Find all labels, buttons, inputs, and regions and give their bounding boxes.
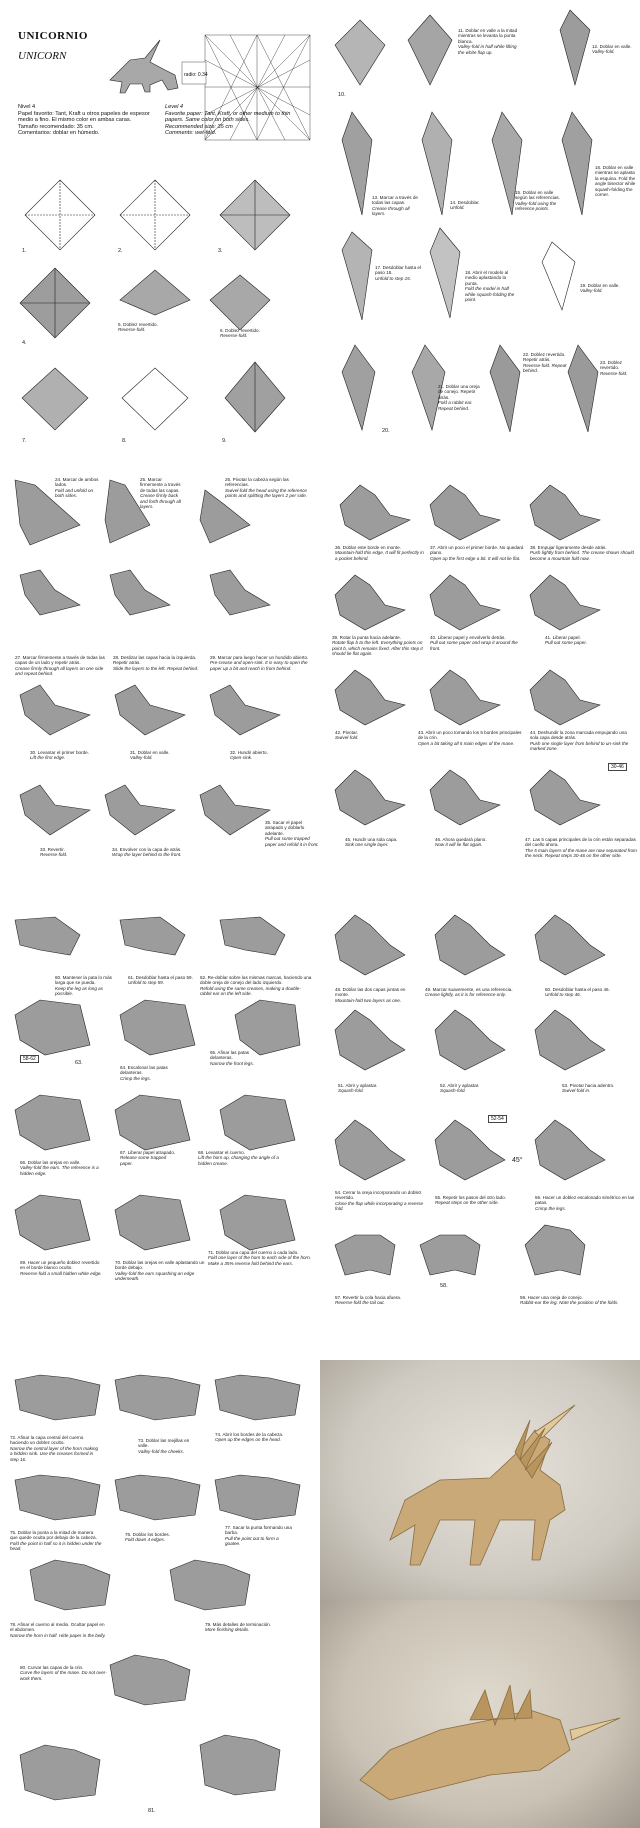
step-48-caption: 48. Doblar las dos capas juntas en monte. Mountain-fold two layers as one. (335, 987, 406, 1003)
step62-diagram (220, 917, 285, 955)
step59-diagram (525, 1225, 585, 1275)
step17-diagram (342, 232, 372, 320)
diagram-panel-ears (330, 905, 640, 1355)
step5-diagram (120, 270, 190, 315)
step60-diagram (15, 917, 80, 955)
reference-box-30-46: 30-46 (608, 763, 627, 771)
step-14-caption: 14. Desdoblar. Unfold. (450, 200, 480, 211)
step-51-caption: 51. Abrir y aplastar. Squash-fold. (338, 1083, 378, 1094)
step55-diagram (435, 1120, 505, 1180)
step51-diagram (335, 1010, 405, 1070)
diagram-panel-header (0, 0, 325, 465)
step-43-caption: 43. Abrir un poco tomando los 5 bordes principales de la crin. Open a bit taking all 5 main edges of the mane. (418, 730, 522, 746)
step45-diagram (335, 770, 405, 825)
step11-diagram (408, 15, 452, 85)
step40-diagram (430, 575, 500, 630)
step-69-caption: 69. Hacer un pequeño doblez revertido en el borde blanco oculto. Reverse-fold a small hidden white edge. (20, 1260, 102, 1276)
step-59-caption: 59. Hacer una oreja de conejo. Rabbit-ear the leg. Note the position of the folds. (520, 1295, 619, 1306)
step-78-caption: 78. Afinar el cuerno al medio. Ocultar papel en el abdomen. Narrow the horn in half. Hide paper in the belly. (10, 1622, 106, 1638)
step-22-caption: 22. Doblez revertido. Repetir atrás. Reverse-fold. Repeat behind. (523, 352, 567, 374)
step19-diagram (542, 242, 575, 310)
step8-diagram (122, 368, 188, 430)
step-12-caption: 12. Doblar en valle. Valley-fold. (592, 44, 632, 55)
step-26-caption: 26. Pivotar la cabeza según las referencias. Swivel-fold the head using the reference points and splitting the layers 2 per side. (225, 477, 307, 499)
angle-label-45: 45° (512, 1157, 523, 1164)
step-17-caption: 17. Desdoblar hasta el paso 15. Unfold to step 15. (375, 265, 421, 281)
step-61-caption: 61. Desdoblar hasta el paso 59. Unfold to step 59. (128, 975, 193, 986)
step-7-number: 7. (22, 438, 27, 444)
step-47-caption: 47. Las 5 capas principales de la crin están separadas del cuello ahora. The 5 main layers of the mane are now separated from the neck. Repeat steps 30-46 on the other side. (525, 837, 637, 859)
step39-diagram (335, 575, 405, 630)
step-24-caption: 24. Marcar de ambos lados. Fold and unfold on both sides. (55, 477, 99, 499)
step77-diagram (215, 1475, 300, 1520)
step-53-caption: 53. Pivotar hacia adentro. Swivel-fold in. (562, 1083, 615, 1094)
step-77-caption: 77. Sacar la punta formando una barba. Pull the point out to form a goatee. (225, 1525, 292, 1547)
step-40-caption: 40. Liberar papel y envolverlo detrás. Pull out some paper and wrap it around the front. (430, 635, 518, 651)
step34-diagram (105, 785, 175, 835)
step-41-caption: 41. Liberar papel. Pull out some paper. (545, 635, 587, 646)
step72-diagram (15, 1375, 100, 1420)
step-45-caption: 45. Hundir una sola capa. Sink one single layer. (345, 837, 398, 848)
step35-diagram (200, 785, 270, 835)
step-2-number: 2. (118, 248, 123, 254)
step69-diagram (15, 1195, 90, 1250)
header-unicorn-figure (110, 40, 178, 93)
step-60-caption: 60. Mantener la pata lo más larga que se pueda. Keep the leg as long as possible. (55, 975, 112, 997)
step74-diagram (215, 1375, 300, 1420)
step-18-caption: 18. Abrir el modelo al medio aplastando la punta. Fold the model in half while squash-folding the point. (465, 270, 515, 303)
step-80-caption: 80. Curvar las capas de la crin. Curve the layers of the mane. Do not over-work them. (20, 1665, 107, 1681)
step30-diagram (20, 685, 90, 735)
step-71-caption: 71. Doblar una capa del cuerno a cada lado. Fold one layer of the horn to each side of the horn. Make a 35% reverse fold behind the ears. (208, 1250, 311, 1266)
step-81-number: 81. (148, 1808, 156, 1814)
step-64-caption: 64. Escalonar las patas delanteras. Crimp the legs. (120, 1065, 168, 1081)
step-52-caption: 52. Abrir y aplastar. Squash-fold. (440, 1083, 480, 1094)
step56-diagram (535, 1120, 605, 1180)
step16-diagram (562, 112, 592, 215)
step63-diagram (15, 1000, 90, 1055)
step-63-number: 63. (75, 1060, 83, 1066)
step32-diagram (210, 685, 280, 735)
reference-box-52-54: 52-54 (488, 1115, 507, 1123)
step-38-caption: 38. Empujar ligeramente desde atrás. Push lightly from behind. The crease shown should become a mountain fold now. (530, 545, 634, 561)
step-9-number: 9. (222, 438, 227, 444)
legs-diagrams (0, 905, 325, 1355)
step-31-caption: 31. Doblar en valle. Valley-fold. (130, 750, 170, 761)
step-23-caption: 23. Doblez revertido. Reverse-fold. (600, 360, 628, 376)
step-8-number: 8. (122, 438, 127, 444)
step76-diagram (115, 1475, 200, 1520)
step14-diagram (422, 112, 452, 215)
step-44-caption: 44. Deshundir la zona marcada empujando una sola capa desde atrás. Push one single layer from behind to un-sink the marked zone. (530, 730, 629, 752)
step29-diagram (210, 570, 270, 615)
step-28-caption: 28. Deslizar las capas hacia la izquierda. Repetir atrás. Slide the layers to the left. Repeat behind. (113, 655, 199, 671)
step18-diagram (430, 228, 460, 318)
step-19-caption: 19. Doblar en valle. Valley-fold. (580, 283, 620, 294)
diagram-panel-legs (0, 905, 325, 1355)
step-25-caption: 25. Marcar firmemente a través de todas las capas. Crease firmly back and forth through all layers. (140, 477, 181, 510)
step-13-caption: 13. Marcar a través de todas las capas. Crease through all layers. (372, 195, 418, 217)
step27-diagram (20, 570, 80, 615)
step-46-caption: 46. Ahora quedará plano. Now it will lie flat again. (435, 837, 487, 848)
step-67-caption: 67. Liberar papel atrapado. Release some trapped paper. (120, 1150, 176, 1166)
step-3-number: 3. (218, 248, 223, 254)
diagram-panel-mane (330, 465, 640, 905)
step-75-caption: 75. Doblar la punta a la mitad de manera que quede oculta por debajo de la cabeza. Fold the point in half so it is hidden under the head. (10, 1530, 102, 1552)
step73-diagram (115, 1375, 200, 1420)
step-15-caption: 15. Doblar en valle según las referencias. Valley-fold using the reference points. (515, 190, 560, 212)
step68-diagram (220, 1095, 295, 1150)
step-4-number: 4. (22, 340, 27, 346)
step-79-caption: 79. Más detalles de terminación. More finishing details. (205, 1622, 272, 1633)
step-66-caption: 66. Doblar las orejas en valle. Valley-fold the ears. The reference is a hidden edge. (20, 1160, 99, 1176)
step22-diagram (490, 345, 520, 432)
step44-diagram (530, 670, 600, 725)
step-33-caption: 33. Revertir. Reverse-fold. (40, 847, 68, 858)
photo-unicorn-front (320, 1600, 640, 1828)
step-16-caption: 16. Doblar en valle mientras se aplasta la esquina. Fold the angle bisector while squash-folding the corner. (595, 165, 636, 198)
step-11-caption: 11. Doblar en valle a la mitad mientras se levanta la punta blanca. Valley-fold in half while lifting the white flap up. (458, 28, 518, 55)
step50-diagram (535, 915, 605, 975)
step-30-caption: 30. Levantar el primer borde. Lift the first edge. (30, 750, 89, 761)
step61-diagram (120, 917, 185, 955)
ears-diagrams (330, 905, 640, 1355)
step36-diagram (340, 485, 410, 540)
step67-diagram (115, 1095, 190, 1150)
header-diagrams (0, 0, 325, 465)
title-spanish: UNICORNIO (18, 30, 88, 42)
step48-diagram (335, 915, 405, 975)
step52-diagram (435, 1010, 505, 1070)
step78-diagram (30, 1560, 110, 1610)
title-english: UNICORN (18, 50, 67, 62)
step-1-number: 1. (22, 248, 27, 254)
step37-diagram (430, 485, 500, 540)
step46-diagram (430, 770, 500, 825)
step65-diagram (235, 1000, 300, 1055)
step64-diagram (120, 1000, 195, 1055)
finish-diagrams (0, 1360, 315, 1828)
step-34-caption: 34. Envolver con la capa de atrás. Wrap the layer behind to the front. (112, 847, 182, 858)
origami-unicorn-figure-2 (320, 1600, 640, 1828)
step47-diagram (530, 770, 600, 825)
diagram-panel-base (330, 0, 640, 465)
step53-diagram (535, 1010, 605, 1070)
step-20-number: 20. (382, 428, 390, 434)
step-5-caption: 5. Doblez revertido. Reverse-fold. (118, 322, 158, 333)
step80-diagram (110, 1655, 190, 1705)
reference-box-58-62: 58-62 (20, 1055, 39, 1063)
step-39-caption: 39. Rotar la punta hacia adelante. Rotate flap b to the left. Everything points on point b, which remains fixed. After this step it should lie flat again. (332, 635, 423, 657)
step-50-caption: 50. Desdoblar hasta el paso 46. Unfold to step 46. (545, 987, 610, 998)
step28-diagram (110, 570, 170, 615)
step41-diagram (530, 575, 600, 630)
step-54-caption: 54. Cerrar la oreja incorporando un doblez revertido. Close the flap while incorporating a reverse fold. (335, 1190, 424, 1212)
diagram-panel-head (0, 465, 325, 905)
step-35-caption: 35. Sacar el papel atrapado y doblarlo adelante. Pull out some trapped paper and refold it in front. (265, 820, 319, 847)
step79-diagram (170, 1560, 250, 1610)
step49-diagram (435, 915, 505, 975)
step-55-caption: 55. Repetir los pasos del otro lado. Repeat steps on the other side. (435, 1195, 506, 1206)
step71-diagram (220, 1195, 295, 1250)
info-english: Level 4 Favorite paper: Tant, Kraft, or other medium to thin papers. Same color on both sides. Recommended size: 35 cm Comments: wet-fold. (165, 104, 291, 137)
step70-diagram (115, 1195, 190, 1250)
origami-unicorn-figure-1 (320, 1360, 640, 1600)
step33-diagram (20, 785, 90, 835)
step-62-caption: 62. Re-doblar sobre las mismas marcas, haciendo una doble oreja de conejo del lado izquierdo. Refold using the same creases, making a double-rabbit ear on the left side. (200, 975, 312, 997)
step-37-caption: 37. Abrir un poco el primer borde. No quedará plano. Open up the first edge a bit. It will not lie flat. (430, 545, 524, 561)
step13-diagram (342, 112, 372, 215)
step-49-caption: 49. Marcar suavemente, es una referencia. Crease lightly, as it is for reference only. (425, 987, 513, 998)
step81b-diagram (200, 1735, 280, 1795)
step6-diagram (210, 275, 270, 330)
step38-diagram (530, 485, 600, 540)
step66-diagram (15, 1095, 90, 1150)
step-70-caption: 70. Doblar las orejas en valle aplastando un borde debajo. Valley-fold the ears squashing an edge underneath. (115, 1260, 205, 1282)
step-42-caption: 42. Pivotar. Swivel-fold. (335, 730, 359, 741)
step54-diagram (335, 1120, 405, 1180)
step31-diagram (115, 685, 185, 735)
photo-unicorn-side (320, 1360, 640, 1600)
step-10-number: 10. (338, 92, 346, 98)
step-72-caption: 72. Afinar la capa central del cuerno haciendo un doblez oculto. Narrow the central layer of the horn making a hidden sink. Use the creases formed in step 16. (10, 1435, 99, 1462)
step20-diagram (342, 345, 375, 430)
step43-diagram (430, 670, 500, 725)
step7-diagram (22, 368, 88, 430)
step42-diagram (335, 670, 405, 725)
step-57-caption: 57. Revertir la cola hacia afuera. Reverse-fold the tail out. (335, 1295, 402, 1306)
diagram-panel-finish (0, 1360, 315, 1828)
step-27-caption: 27. Marcar firmemente a través de todas las capas de un lado y repetir atrás. Crease firmly through all layers on one side and repeat behind. (15, 655, 105, 677)
step75-diagram (15, 1475, 100, 1520)
step-58-number: 58. (440, 1283, 448, 1289)
step-56-caption: 56. Hacer un doblez escalonado simétrico en las patas. Crimp the legs. (535, 1195, 635, 1211)
step-6-caption: 6. Doblez revertido. Reverse-fold. (220, 328, 260, 339)
info-spanish: Nivel 4 Papel favorito: Tant, Kraft u otros papeles de espesor medio a fino. El mismo color en ambas caras. Tamaño recomendado: 35 cm. Comentarios: doblar en húmedo. (18, 104, 150, 137)
step-76-caption: 76. Doblar los bordes. Fold down 4 edges. (125, 1532, 170, 1543)
step-74-caption: 74. Abrir los bordes de la cabeza. Open up the edges on the head. (215, 1432, 284, 1443)
step-73-caption: 73. Doblar las mejillas en valle. Valley-fold the cheeks. (138, 1438, 190, 1454)
step81a-diagram (20, 1745, 100, 1800)
step-29-caption: 29. Marcar para luego hacer un hundido abierto. Pre-crease and open-sink. It is easy to open the paper up a bit and reach in from behind. (210, 655, 309, 671)
step-21-caption: 21. Doblar una oreja de conejo. Repetir atrás. Fold a rabbit ear. Repeat behind. (438, 384, 480, 411)
step58-diagram (420, 1235, 480, 1275)
step-68-caption: 68. Levantar el cuerno. Lift the horn up, changing the angle of a hidden crease. (198, 1150, 279, 1166)
step-65-caption: 65. Afinar las patas delanteras. Narrow the front legs. (210, 1050, 254, 1066)
step-32-caption: 32. Hundir abierto. Open-sink. (230, 750, 268, 761)
step-36-caption: 36. Doblar este borde en monte. Mountain-fold this edge. It will fit perfectly in a pocket behind. (335, 545, 424, 561)
step10-diagram (335, 20, 385, 85)
step12-diagram (560, 10, 590, 85)
radio-label: radio: 0.34 (184, 72, 208, 78)
step57-diagram (335, 1235, 395, 1275)
step23-diagram (568, 345, 598, 432)
